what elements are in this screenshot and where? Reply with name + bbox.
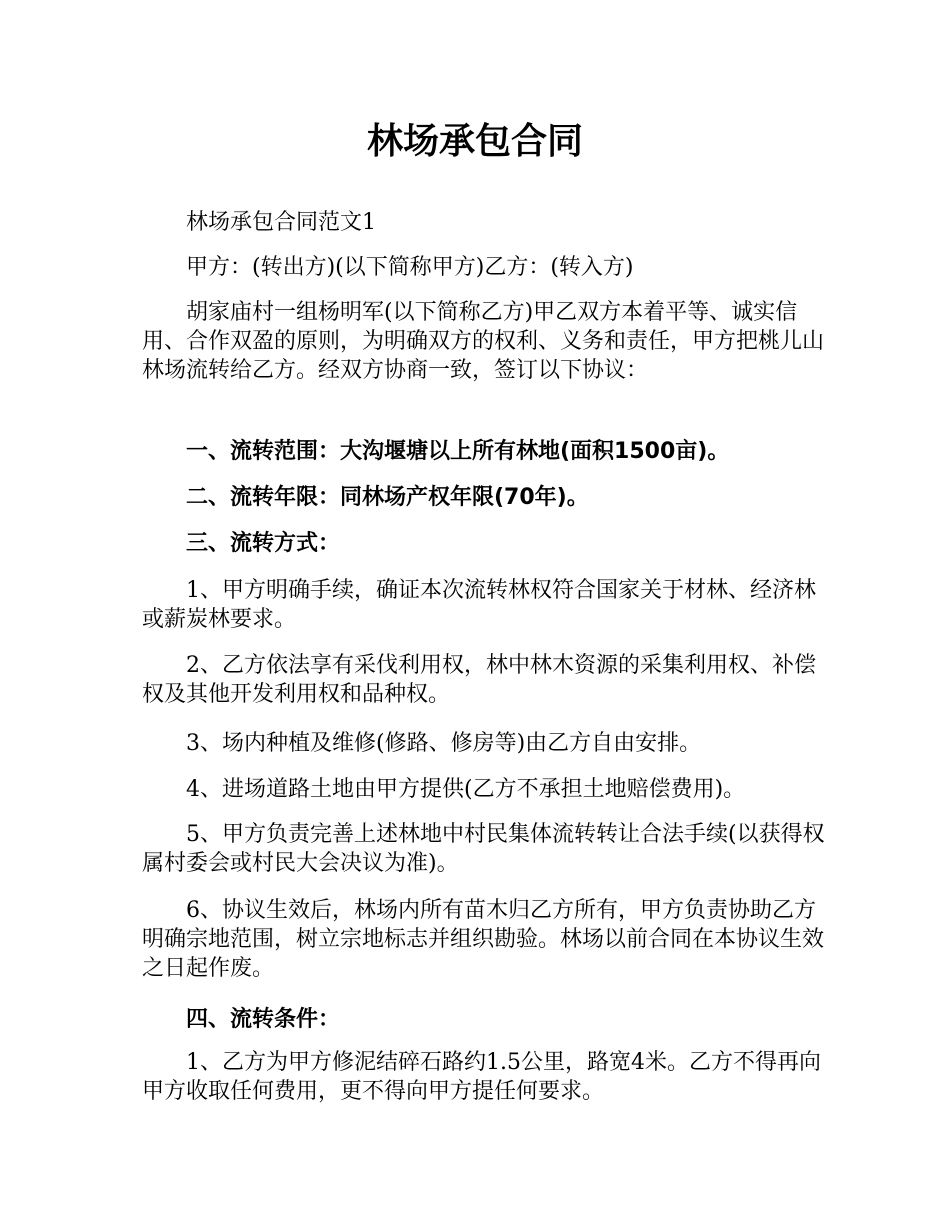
section-2-heading: 二、流转年限：同林场产权年限(70年)。 bbox=[186, 485, 589, 510]
parties-line: 甲方：(转出方)(以下简称甲方)乙方：(转入方) bbox=[186, 255, 634, 280]
section-3-item-3: 3、场内种植及维修(修路、修房等)由乙方自由安排。 bbox=[186, 731, 702, 756]
section-3-heading: 三、流转方式： bbox=[186, 531, 341, 556]
preamble-paragraph: 胡家庙村一组杨明军(以下简称乙方)甲乙双方本着平等、诚实信用、合作双盈的原则，为明确双方的权利、义务和责任，甲方把桃儿山林场流转给乙方。经双方协商一致，签订以下协议： bbox=[142, 300, 825, 383]
section-4-item-1: 1、乙方为甲方修泥结碎石路约1.5公里，路宽4米。乙方不得再向甲方收取任何费用，更不得向甲方提任何要求。 bbox=[142, 1050, 821, 1104]
section-1-heading: 一、流转范围：大沟堰塘以上所有林地(面积1500亩)。 bbox=[186, 439, 730, 464]
section-3-item-6: 6、协议生效后，林场内所有苗木归乙方所有，甲方负责协助乙方明确宗地范围，树立宗地标志并组织勘验。林场以前合同在本协议生效之日起作废。 bbox=[142, 898, 825, 981]
section-3-item-5: 5、甲方负责完善上述林地中村民集体流转转让合法手续(以获得权属村委会或村民大会决议为准)。 bbox=[142, 822, 825, 876]
section-3-item-4: 4、进场道路土地由甲方提供(乙方不承担土地赔偿费用)。 bbox=[186, 777, 746, 802]
section-3-item-1: 1、甲方明确手续，确证本次流转林权符合国家关于材林、经济林或薪炭林要求。 bbox=[142, 578, 816, 632]
section-4-heading: 四、流转条件： bbox=[186, 1007, 341, 1032]
document-title: 林场承包合同 bbox=[366, 121, 583, 162]
contract-subtitle: 林场承包合同范文1 bbox=[186, 210, 376, 235]
section-3-item-2: 2、乙方依法享有采伐利用权，林中林木资源的采集利用权、补偿权及其他开发利用权和品种权。 bbox=[142, 653, 816, 707]
